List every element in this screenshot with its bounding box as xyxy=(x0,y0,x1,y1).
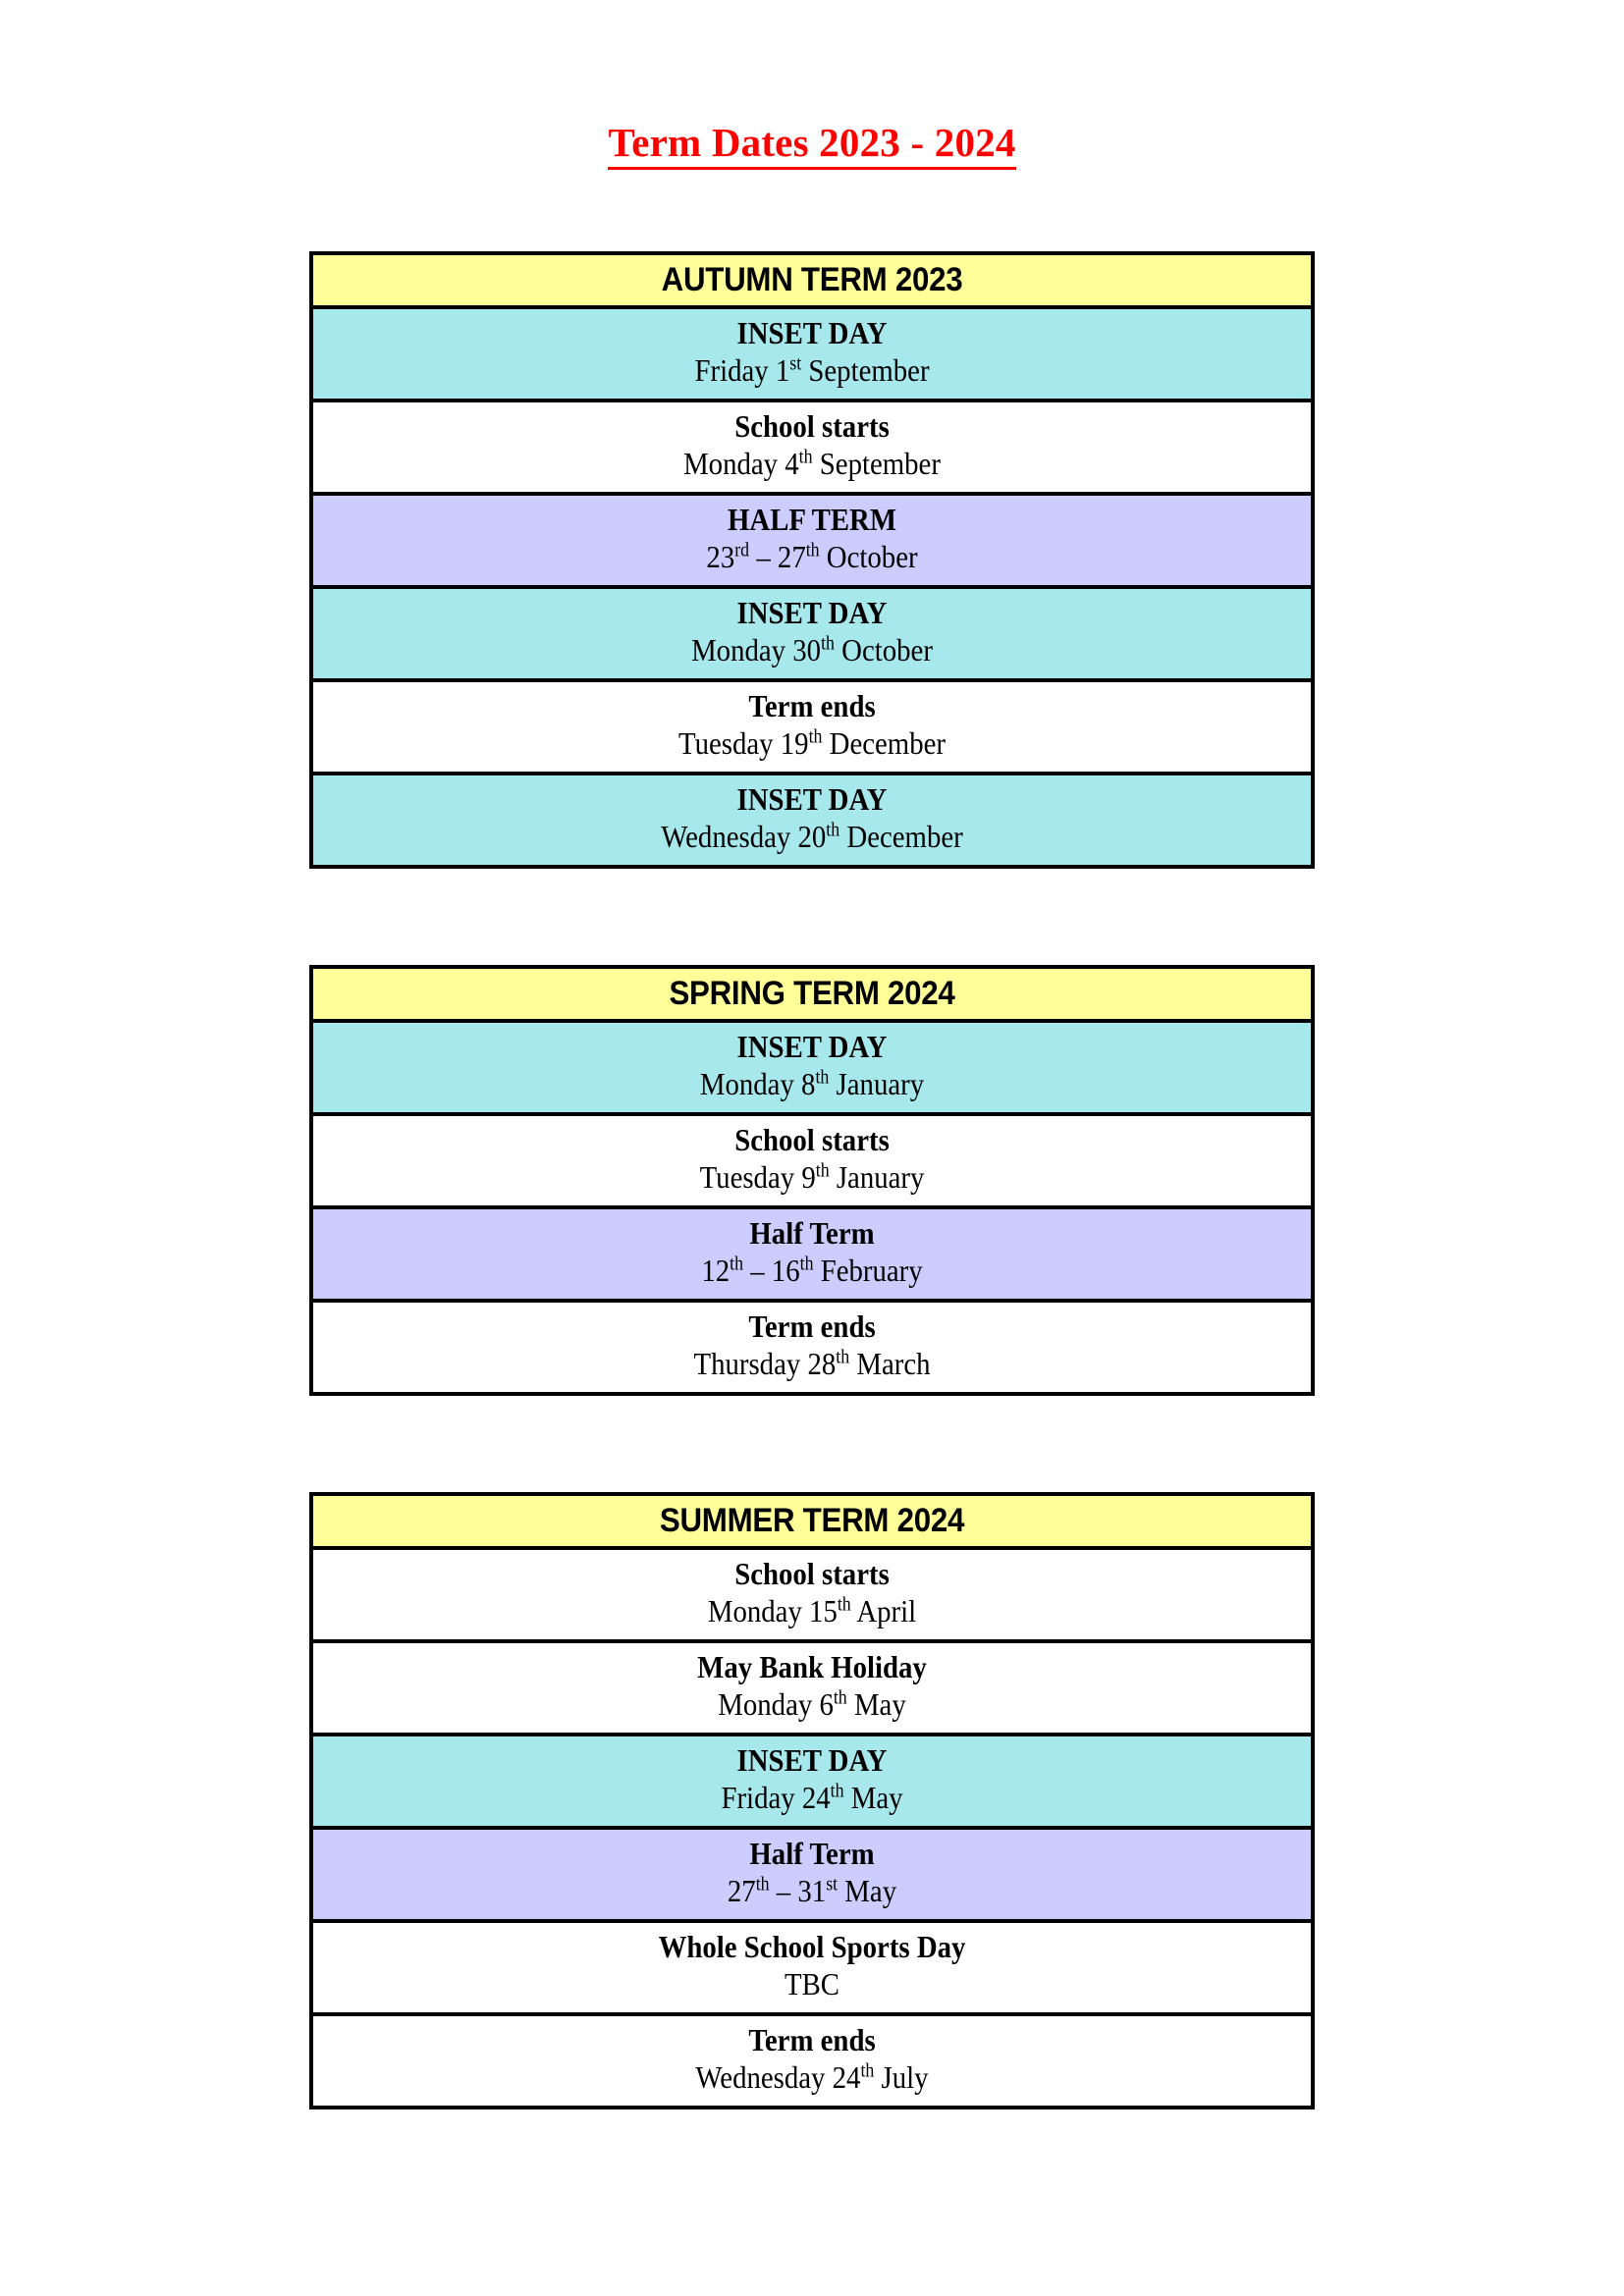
event-cell-inner xyxy=(313,1833,1311,1915)
term-event-cell xyxy=(311,1207,1313,1301)
page-title-container xyxy=(0,0,1624,196)
event-date: Friday 1st September xyxy=(694,352,930,389)
event-label: Half Term xyxy=(749,1836,875,1872)
term-table xyxy=(309,965,1315,1396)
event-label: HALF TERM xyxy=(727,502,897,538)
event-cell-inner xyxy=(313,1926,1311,2008)
ordinal-suffix: st xyxy=(826,1873,839,1896)
ordinal-suffix: th xyxy=(830,1780,844,1802)
event-cell-inner xyxy=(313,405,1311,488)
event-label: Term ends xyxy=(748,688,876,724)
ordinal-suffix: st xyxy=(789,352,802,375)
event-date: Monday 30th October xyxy=(691,632,933,668)
term-header-label: SUMMER TERM 2024 xyxy=(659,1502,965,1540)
table-row xyxy=(311,1548,1313,1641)
term-header-cell xyxy=(311,253,1313,307)
event-cell-inner xyxy=(313,1553,1311,1635)
term-event-cell xyxy=(311,1641,1313,1735)
event-label: School starts xyxy=(734,408,890,445)
event-cell-inner xyxy=(313,1119,1311,1201)
ordinal-suffix: th xyxy=(798,446,813,468)
ordinal-suffix: rd xyxy=(734,539,750,561)
event-cell-inner xyxy=(313,312,1311,395)
event-cell-inner xyxy=(313,2019,1311,2102)
event-cell-inner xyxy=(313,1646,1311,1729)
term-event-cell xyxy=(311,774,1313,867)
term-tables-container xyxy=(0,251,1624,2109)
event-label: Term ends xyxy=(748,2022,876,2058)
table-row xyxy=(311,1735,1313,1828)
event-cell-inner xyxy=(313,1306,1311,1388)
term-header-row xyxy=(311,967,1313,1021)
term-table xyxy=(309,251,1315,869)
term-event-cell xyxy=(311,2014,1313,2108)
event-date: 23rd – 27th October xyxy=(706,539,918,575)
term-event-cell xyxy=(311,400,1313,494)
table-row xyxy=(311,494,1313,587)
event-date: Monday 8th January xyxy=(699,1066,925,1102)
term-event-cell xyxy=(311,587,1313,680)
term-header-row xyxy=(311,253,1313,307)
event-cell-inner xyxy=(313,592,1311,674)
event-cell-inner xyxy=(313,778,1311,861)
event-label: INSET DAY xyxy=(736,1742,888,1779)
event-label: May Bank Holiday xyxy=(697,1649,927,1685)
event-date: Wednesday 24th July xyxy=(695,2059,929,2096)
term-header-label: AUTUMN TERM 2023 xyxy=(661,261,963,299)
term-event-cell xyxy=(311,1735,1313,1828)
event-date: Friday 24th May xyxy=(721,1780,903,1816)
ordinal-suffix: th xyxy=(808,725,823,748)
term-event-cell xyxy=(311,1548,1313,1641)
event-date: 27th – 31st May xyxy=(727,1873,897,1909)
term-event-cell xyxy=(311,1301,1313,1394)
table-row xyxy=(311,1301,1313,1394)
ordinal-suffix: th xyxy=(815,1066,830,1089)
ordinal-suffix: th xyxy=(826,819,840,841)
event-label: INSET DAY xyxy=(736,1029,888,1065)
ordinal-suffix: th xyxy=(815,1159,830,1182)
ordinal-suffix: th xyxy=(836,1346,850,1368)
event-cell-inner xyxy=(313,1026,1311,1108)
term-header-cell xyxy=(311,1494,1313,1548)
table-row xyxy=(311,1207,1313,1301)
table-row xyxy=(311,680,1313,774)
event-label: Term ends xyxy=(748,1308,876,1345)
table-row xyxy=(311,400,1313,494)
term-header-cell xyxy=(311,967,1313,1021)
event-label: School starts xyxy=(734,1556,890,1592)
event-label: Half Term xyxy=(749,1215,875,1252)
table-row xyxy=(311,587,1313,680)
event-cell-inner xyxy=(313,1212,1311,1295)
table-row xyxy=(311,774,1313,867)
table-row xyxy=(311,1021,1313,1114)
event-date: Tuesday 19th December xyxy=(678,725,946,762)
term-event-cell xyxy=(311,1021,1313,1114)
event-date: Monday 15th April xyxy=(707,1593,917,1629)
event-date: Tuesday 9th January xyxy=(699,1159,925,1196)
table-row xyxy=(311,1641,1313,1735)
event-label: INSET DAY xyxy=(736,595,888,631)
event-label: INSET DAY xyxy=(736,315,888,351)
ordinal-suffix: th xyxy=(805,539,820,561)
event-cell-inner xyxy=(313,499,1311,581)
event-label: INSET DAY xyxy=(736,781,888,818)
term-event-cell xyxy=(311,1114,1313,1207)
table-row xyxy=(311,2014,1313,2108)
ordinal-suffix: th xyxy=(755,1873,770,1896)
term-event-cell xyxy=(311,680,1313,774)
table-row xyxy=(311,1828,1313,1921)
event-label: School starts xyxy=(734,1122,890,1158)
table-row xyxy=(311,1114,1313,1207)
page-title: Term Dates 2023 - 2024 xyxy=(608,122,1015,169)
event-date: Monday 4th September xyxy=(683,446,941,482)
ordinal-suffix: th xyxy=(833,1686,847,1709)
term-event-cell xyxy=(311,1921,1313,2014)
ordinal-suffix: th xyxy=(799,1253,814,1275)
term-event-cell xyxy=(311,494,1313,587)
event-date: Monday 6th May xyxy=(718,1686,906,1723)
event-cell-inner xyxy=(313,1739,1311,1822)
table-row xyxy=(311,307,1313,400)
event-label: Whole School Sports Day xyxy=(658,1929,966,1965)
event-date: 12th – 16th February xyxy=(701,1253,923,1289)
event-date: TBC xyxy=(784,1966,839,2002)
event-cell-inner xyxy=(313,685,1311,768)
ordinal-suffix: th xyxy=(821,632,835,655)
term-table xyxy=(309,1492,1315,2109)
ordinal-suffix: th xyxy=(860,2059,875,2082)
term-header-label: SPRING TERM 2024 xyxy=(669,975,955,1013)
term-event-cell xyxy=(311,1828,1313,1921)
event-date: Thursday 28th March xyxy=(693,1346,931,1382)
term-event-cell xyxy=(311,307,1313,400)
term-header-row xyxy=(311,1494,1313,1548)
ordinal-suffix: th xyxy=(730,1253,744,1275)
table-row xyxy=(311,1921,1313,2014)
event-date: Wednesday 20th December xyxy=(661,819,963,855)
ordinal-suffix: th xyxy=(837,1593,851,1616)
